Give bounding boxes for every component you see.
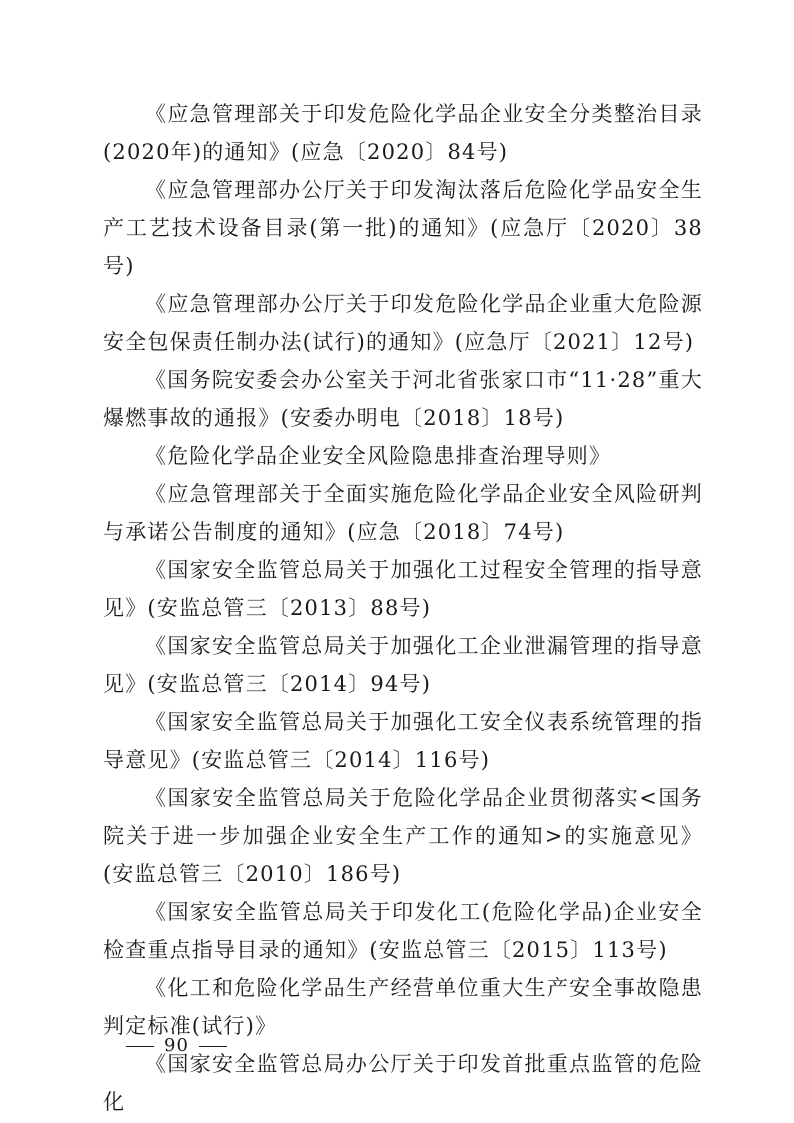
paragraph-3: 《应急管理部办公厅关于印发危险化学品企业重大危险源安全包保责任制办法(试行)的通知》(应急厅〔2021〕12号) [103,292,703,354]
page-body [103,95,703,1121]
paragraph-2: 《应急管理部办公厅关于印发淘汰落后危险化学品安全生产工艺技术设备目录(第一批)的通知》(应急厅〔2020〕38号) [103,178,703,278]
paragraph-9: 《国家安全监管总局关于加强化工安全仪表系统管理的指导意见》(安监总管三〔2014〕116号) [103,710,703,772]
page-number: 90 [164,1035,189,1056]
paragraph-13: 《国家安全监管总局办公厅关于印发首批重点监管的危险化 [103,1052,703,1114]
paragraph-5: 《危险化学品企业安全风险隐患排查治理导则》 [145,444,612,468]
paragraph-10: 《国家安全监管总局关于危险化学品企业贯彻落实<国务院关于进一步加强企业安全生产工作的通知>的实施意见》(安监总管三〔2010〕186号) [103,786,703,886]
paragraph-7: 《国家安全监管总局关于加强化工过程安全管理的指导意见》(安监总管三〔2013〕88号) [103,558,703,620]
paragraph-1: 《应急管理部关于印发危险化学品企业安全分类整治目录(2020年)的通知》(应急〔2020〕84号) [103,102,703,164]
paragraph-11: 《国家安全监管总局关于印发化工(危险化学品)企业安全检查重点指导目录的通知》(安监总管三〔2015〕113号) [103,900,703,962]
paragraph-6: 《应急管理部关于全面实施危险化学品企业安全风险研判与承诺公告制度的通知》(应急〔2018〕74号) [103,482,703,544]
paragraph-12: 《化工和危险化学品生产经营单位重大生产安全事故隐患判定标准(试行)》 [103,976,703,1038]
paragraph-8: 《国家安全监管总局关于加强化工企业泄漏管理的指导意见》(安监总管三〔2014〕94号) [103,634,703,696]
footer-dash-left [126,1046,154,1047]
page-footer [116,1035,237,1056]
paragraph-4: 《国务院安委会办公室关于河北省张家口市“11·28”重大爆燃事故的通报》(安委办明电〔2018〕18号) [103,368,703,430]
footer-dash-right [199,1046,227,1047]
